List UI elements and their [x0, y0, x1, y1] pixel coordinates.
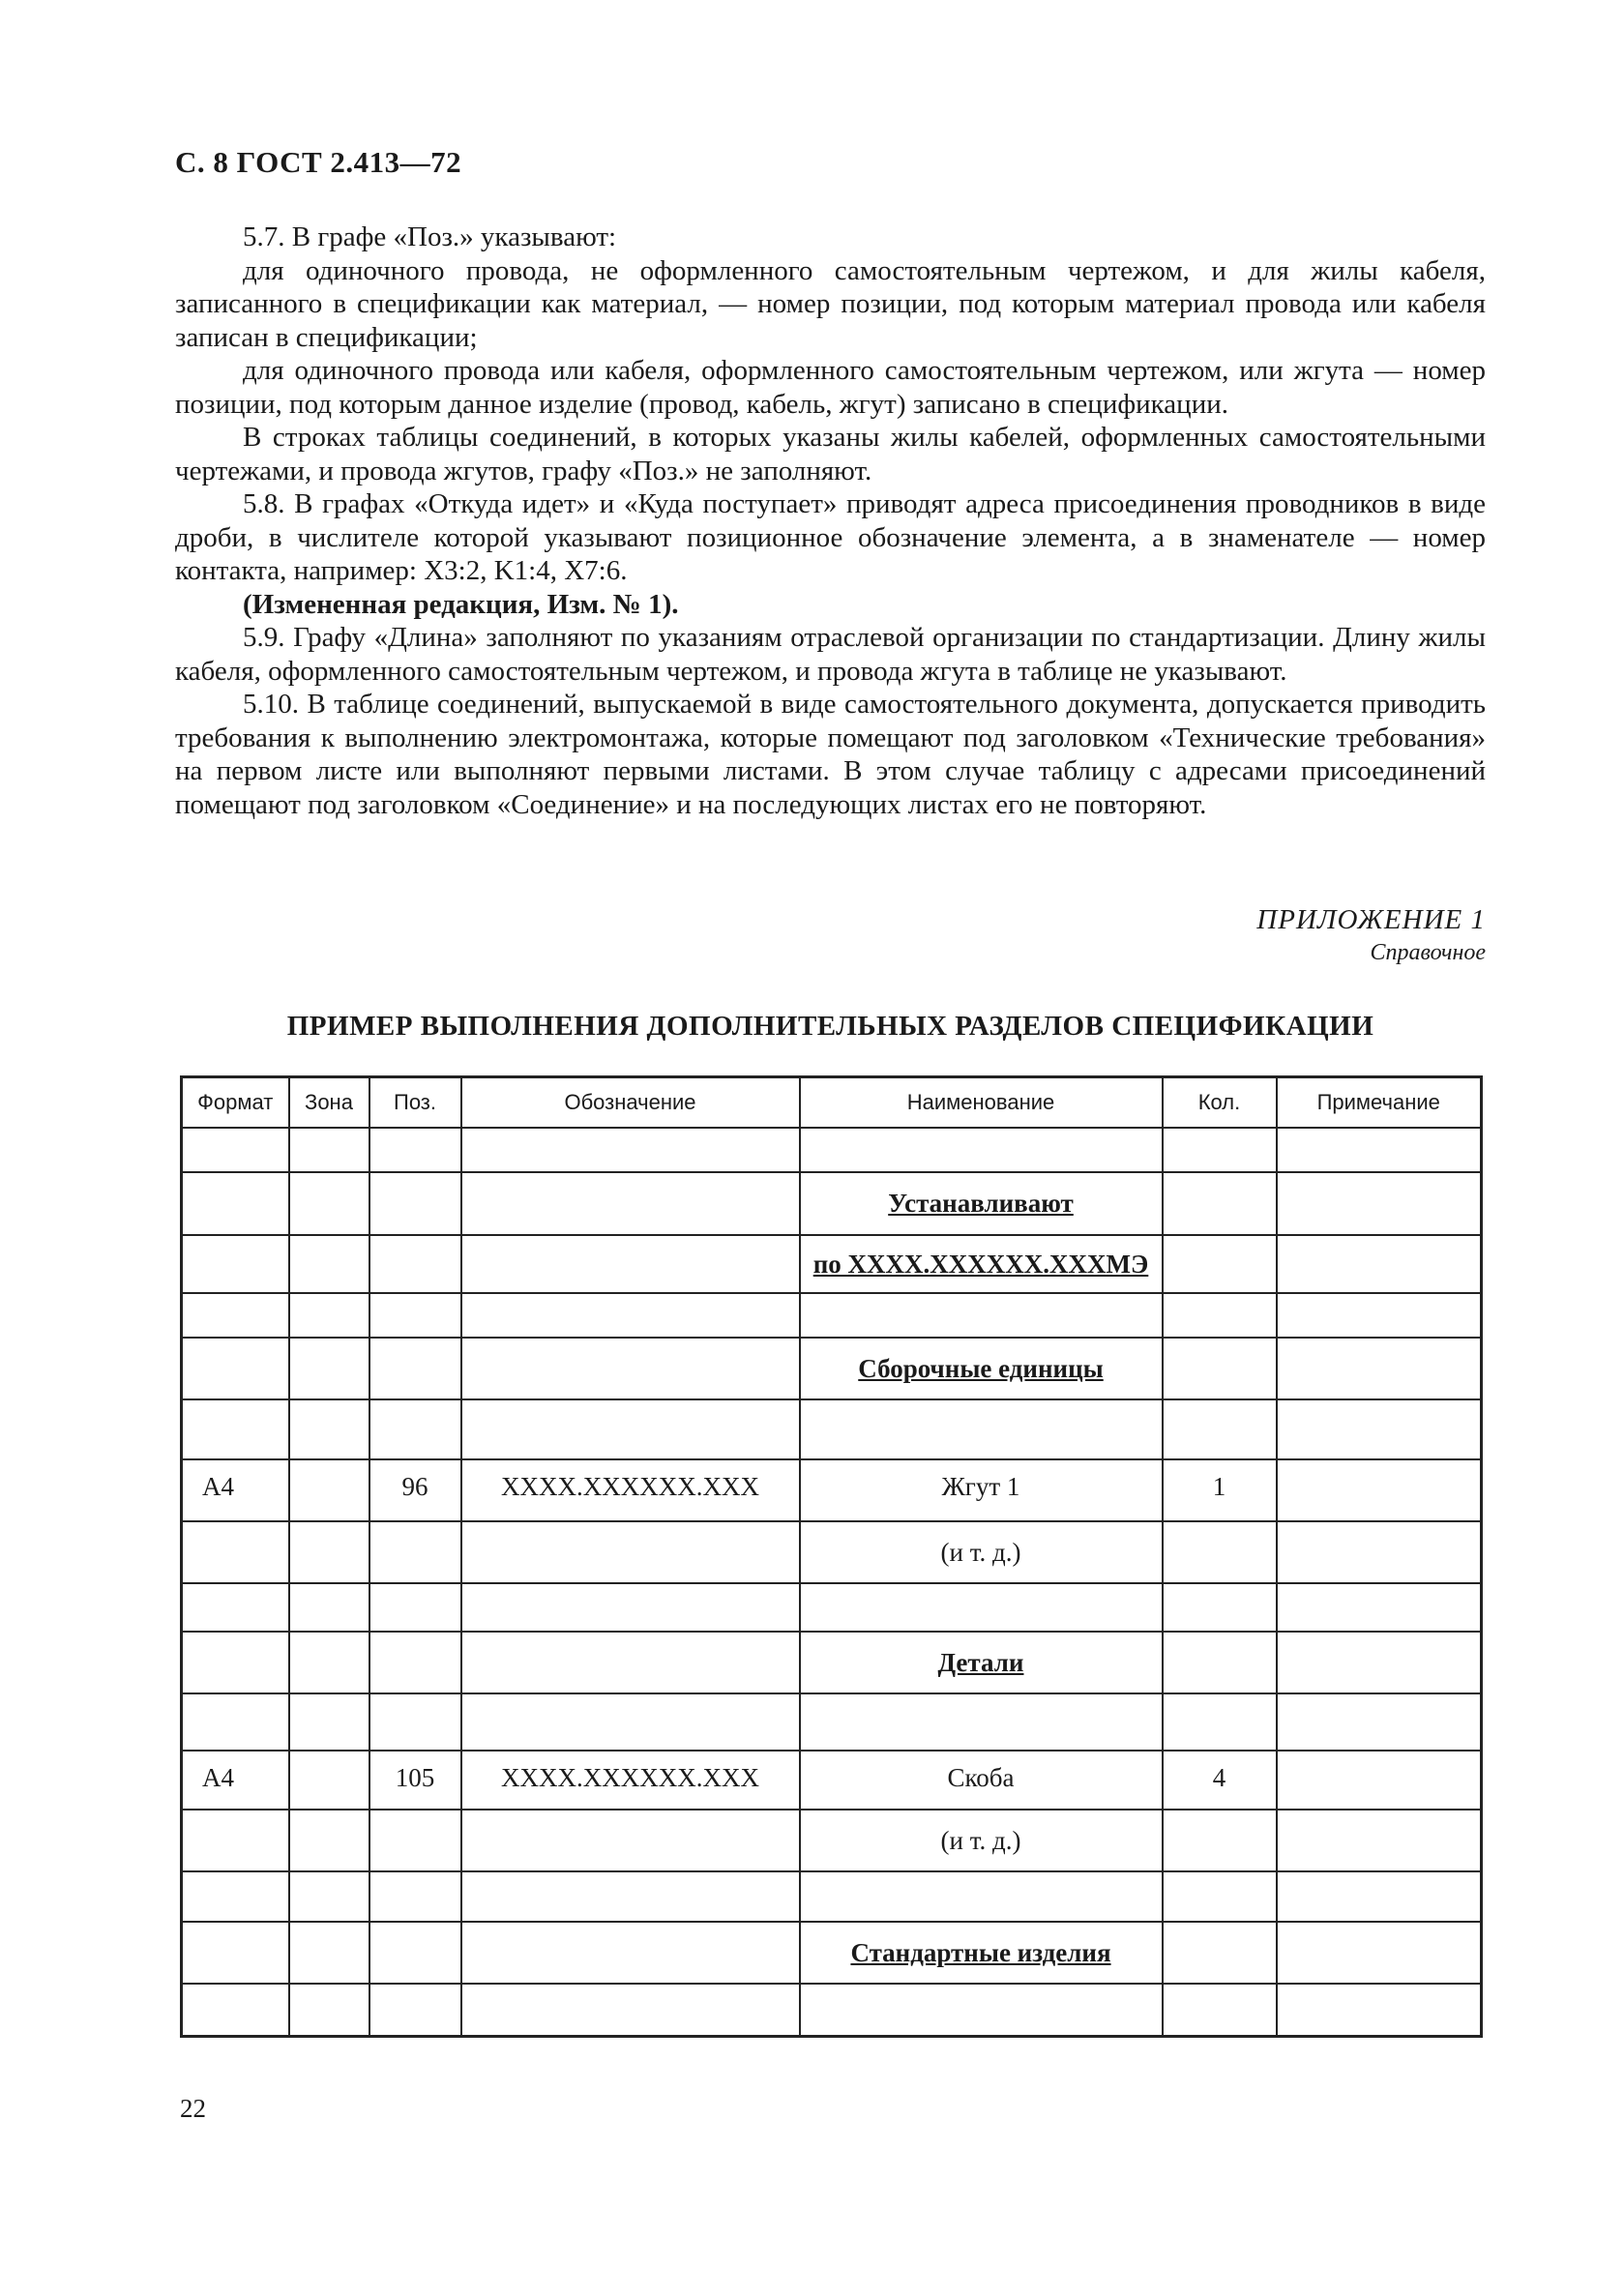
- table-cell: [182, 1235, 289, 1293]
- table-cell: [369, 1871, 461, 1922]
- table-cell: [800, 1632, 1163, 1693]
- table-cell: [800, 1984, 1163, 2036]
- table-cell: [461, 1632, 800, 1693]
- table-cell: [461, 1128, 800, 1172]
- table-cell: А4: [182, 1751, 289, 1810]
- table-cell: [289, 1751, 369, 1810]
- table-cell: [1277, 1984, 1482, 2036]
- table-cell: [461, 1693, 800, 1751]
- table-cell: [1163, 1293, 1277, 1338]
- table-cell: [800, 1399, 1163, 1459]
- table-cell: [289, 1338, 369, 1399]
- table-cell: [369, 1399, 461, 1459]
- table-cell: [289, 1871, 369, 1922]
- table-cell: [369, 1693, 461, 1751]
- table-cell: [1277, 1810, 1482, 1871]
- table-row: [182, 1293, 1482, 1338]
- table-cell: [369, 1984, 461, 2036]
- table-cell: [1163, 1583, 1277, 1632]
- table-row: [182, 1338, 1482, 1399]
- table-cell: [182, 1128, 289, 1172]
- table-cell: [369, 1922, 461, 1984]
- table-cell: [1277, 1293, 1482, 1338]
- table-cell: [289, 1583, 369, 1632]
- table-cell: [289, 1128, 369, 1172]
- table-cell: [1277, 1399, 1482, 1459]
- table-cell: [182, 1922, 289, 1984]
- table-cell: [461, 1172, 800, 1235]
- table-cell: [369, 1810, 461, 1871]
- table-cell: [1277, 1172, 1482, 1235]
- table-cell: [369, 1632, 461, 1693]
- paragraph: (Измененная редакция, Изм. № 1).: [243, 588, 679, 620]
- table-cell: [1163, 1172, 1277, 1235]
- page-header: С. 8 ГОСТ 2.413—72: [175, 145, 462, 179]
- table-cell: [1163, 1984, 1277, 2036]
- appendix-title: ПРИЛОЖЕНИЕ 1: [1256, 904, 1486, 935]
- section-heading: Детали: [937, 1647, 1024, 1677]
- table-row: [182, 1521, 1482, 1583]
- table-cell: [1163, 1128, 1277, 1172]
- appendix-label: [1256, 904, 1486, 966]
- table-cell: [289, 1984, 369, 2036]
- paragraph: 5.7. В графе «Поз.» указывают:: [243, 221, 617, 252]
- table-cell: XXXX.XXXXXX.XXX: [461, 1459, 800, 1521]
- table-row: [182, 1632, 1482, 1693]
- table-cell: [182, 1693, 289, 1751]
- table-cell: [800, 1172, 1163, 1235]
- table-cell: [800, 1338, 1163, 1399]
- table-cell: [461, 1293, 800, 1338]
- table-cell: [182, 1293, 289, 1338]
- table-cell: [1277, 1693, 1482, 1751]
- section-heading: по XXXX.XXXXXX.XXXМЭ: [812, 1249, 1149, 1279]
- table-cell: 4: [1163, 1751, 1277, 1810]
- table-cell: [1277, 1235, 1482, 1293]
- table-cell: [1163, 1871, 1277, 1922]
- paragraph: для одиночного провода, не оформленного самостоятельным чертежом, и для жилы кабеля, записанного в спецификации как материал, — номер позиции, под которым материал провода или кабеля записан в спецификации;: [175, 254, 1486, 353]
- table-cell: [369, 1293, 461, 1338]
- table-cell: [1277, 1922, 1482, 1984]
- section-heading: Устанавливают: [888, 1189, 1074, 1218]
- table-row: [182, 1871, 1482, 1922]
- table-cell: 105: [369, 1751, 461, 1810]
- table-cell: [461, 1521, 800, 1583]
- table-cell: [289, 1235, 369, 1293]
- table-row: [182, 1583, 1482, 1632]
- table-cell: [182, 1984, 289, 2036]
- table-cell: Скоба: [800, 1751, 1163, 1810]
- table-cell: [800, 1583, 1163, 1632]
- table-cell: [1277, 1459, 1482, 1521]
- column-header: Формат: [182, 1077, 289, 1129]
- table-cell: XXXX.XXXXXX.XXX: [461, 1751, 800, 1810]
- table-cell: [800, 1922, 1163, 1984]
- table-cell: [1163, 1922, 1277, 1984]
- table-cell: [369, 1583, 461, 1632]
- table-row: [182, 1984, 1482, 2036]
- table-header-row: [182, 1077, 1482, 1129]
- table-cell: [369, 1521, 461, 1583]
- table-cell: [369, 1235, 461, 1293]
- table-cell: [1277, 1338, 1482, 1399]
- appendix-subtitle: Справочное: [1370, 940, 1486, 965]
- table-cell: [182, 1399, 289, 1459]
- table-cell: [461, 1399, 800, 1459]
- table-cell: [1277, 1128, 1482, 1172]
- table-cell: [289, 1521, 369, 1583]
- body-text: [175, 221, 1486, 821]
- table-cell: [1163, 1521, 1277, 1583]
- table-cell: [461, 1338, 800, 1399]
- table-cell: [461, 1984, 800, 2036]
- table-cell: [182, 1583, 289, 1632]
- table-row: [182, 1172, 1482, 1235]
- table-cell: [289, 1172, 369, 1235]
- table-cell: [1277, 1871, 1482, 1922]
- section-heading: Стандартные изделия: [850, 1937, 1111, 1967]
- table-cell: 96: [369, 1459, 461, 1521]
- table-cell: [182, 1521, 289, 1583]
- table-cell: [1277, 1751, 1482, 1810]
- table-row: [182, 1459, 1482, 1521]
- table-row: [182, 1922, 1482, 1984]
- table-cell: [289, 1810, 369, 1871]
- column-header: Зона: [289, 1077, 369, 1129]
- table-cell: [461, 1235, 800, 1293]
- table-cell: (и т. д.): [800, 1521, 1163, 1583]
- table-cell: [289, 1632, 369, 1693]
- table-cell: [461, 1810, 800, 1871]
- table-cell: [289, 1693, 369, 1751]
- paragraph: 5.9. Графу «Длина» заполняют по указаниям отраслевой организации по стандартизации. Длину жилы кабеля, оформленного самостоятельным чертежом, и провода жгута в таблице не указывают.: [175, 622, 1486, 687]
- table-title: ПРИМЕР ВЫПОЛНЕНИЯ ДОПОЛНИТЕЛЬНЫХ РАЗДЕЛОВ СПЕЦИФИКАЦИИ: [286, 1011, 1374, 1042]
- table-row: [182, 1751, 1482, 1810]
- table-cell: [1163, 1632, 1277, 1693]
- table-cell: [289, 1459, 369, 1521]
- table-row: [182, 1810, 1482, 1871]
- paragraph: для одиночного провода или кабеля, оформленного самостоятельным чертежом, или жгута — номер позиции, под которым данное изделие (провод, кабель, жгут) записано в спецификации.: [175, 355, 1486, 420]
- table-row: [182, 1693, 1482, 1751]
- table-cell: А4: [182, 1459, 289, 1521]
- table-cell: [1163, 1235, 1277, 1293]
- table-row: [182, 1128, 1482, 1172]
- table-cell: Жгут 1: [800, 1459, 1163, 1521]
- table-cell: 1: [1163, 1459, 1277, 1521]
- specification-table: [180, 1075, 1483, 2038]
- table-cell: [1163, 1693, 1277, 1751]
- paragraph: 5.8. В графах «Откуда идет» и «Куда поступает» приводят адреса присоединения проводников в виде дроби, в числителе которой указывают позиционное обозначение элемента, а в знаменателе — номер контакта, например: X3:2, K1:4, X7:6.: [175, 488, 1486, 586]
- table-cell: [800, 1693, 1163, 1751]
- column-header: Наименование: [800, 1077, 1163, 1129]
- table-cell: [800, 1235, 1163, 1293]
- table-cell: [800, 1293, 1163, 1338]
- table-cell: [1277, 1521, 1482, 1583]
- table-cell: [182, 1632, 289, 1693]
- table-cell: [182, 1871, 289, 1922]
- column-header: Кол.: [1163, 1077, 1277, 1129]
- table-cell: [1163, 1338, 1277, 1399]
- table-cell: [800, 1871, 1163, 1922]
- table-cell: [182, 1172, 289, 1235]
- table-cell: [289, 1922, 369, 1984]
- column-header: Примечание: [1277, 1077, 1482, 1129]
- table-cell: [369, 1172, 461, 1235]
- table-cell: [369, 1128, 461, 1172]
- column-header: Поз.: [369, 1077, 461, 1129]
- table-cell: [182, 1338, 289, 1399]
- table-cell: [289, 1399, 369, 1459]
- paragraph: 5.10. В таблице соединений, выпускаемой в виде самостоятельного документа, допускается приводить требования к выполнению электромонтажа, которые помещают под заголовком «Технические требования» на первом листе или выполняют первыми листами. В этом случае таблицу с адресами присоединений помещают под заголовком «Соединение» и на последующих листах его не повторяют.: [175, 689, 1486, 820]
- table-row: [182, 1399, 1482, 1459]
- table-cell: [182, 1810, 289, 1871]
- paragraph: В строках таблицы соединений, в которых указаны жилы кабелей, оформленных самостоятельными чертежами, и провода жгутов, графу «Поз.» не заполняют.: [175, 422, 1486, 486]
- table-row: [182, 1235, 1482, 1293]
- table-cell: [461, 1583, 800, 1632]
- table-cell: [461, 1871, 800, 1922]
- page-number: 22: [180, 2094, 206, 2123]
- table-cell: [1277, 1632, 1482, 1693]
- table-cell: [1163, 1810, 1277, 1871]
- table-cell: [369, 1338, 461, 1399]
- section-heading: Сборочные единицы: [858, 1353, 1104, 1383]
- table-cell: (и т. д.): [800, 1810, 1163, 1871]
- column-header: Обозначение: [461, 1077, 800, 1129]
- table-cell: [800, 1128, 1163, 1172]
- table-cell: [461, 1922, 800, 1984]
- table-cell: [1163, 1399, 1277, 1459]
- table-cell: [289, 1293, 369, 1338]
- table-cell: [1277, 1583, 1482, 1632]
